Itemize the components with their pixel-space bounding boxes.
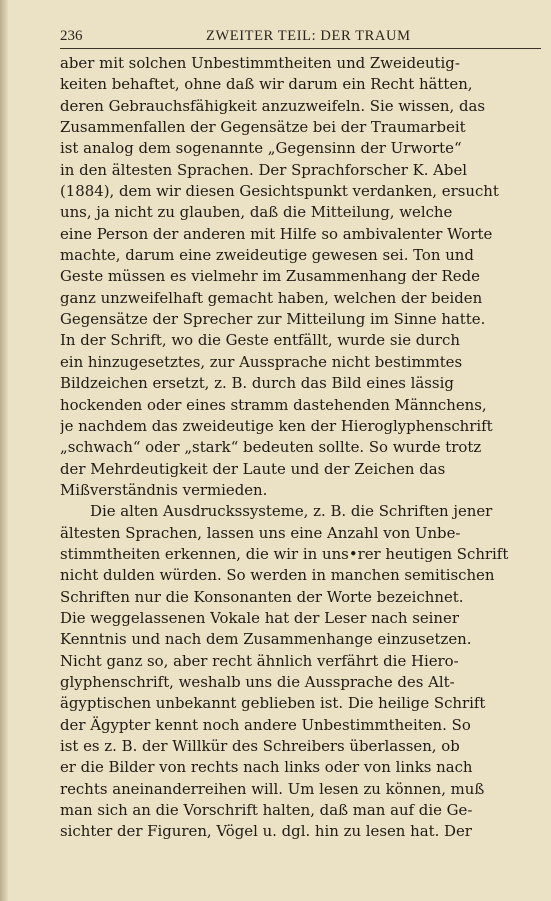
text-line: man sich an die Vorschrift halten, daß man auf die Ge- (60, 801, 473, 820)
text-line: Bildzeichen ersetzt, z. B. durch das Bild eines lässig (60, 374, 454, 393)
page-spine-shadow (0, 0, 8, 901)
text-line: ganz unzweifelhaft gemacht haben, welchen der beiden (60, 288, 483, 307)
text-line: Die alten Ausdruckssysteme, z. B. die Schriften jener (90, 502, 493, 521)
text-line: ältesten Sprachen, lassen uns eine Anzahl von Unbe- (60, 523, 461, 542)
text-line: Zusammenfallen der Gegensätze bei der Traumarbeit (60, 118, 466, 137)
text-line: ist es z. B. der Willkür des Schreibers überlassen, ob (60, 737, 460, 755)
text-line: „schwach“ oder „stark“ bedeuten sollte. So wurde trotz (60, 438, 482, 457)
text-line: der Mehrdeutigkeit der Laute und der Zeichen das (60, 459, 446, 478)
text-line: Geste müssen es vielmehr im Zusammenhang der Rede (60, 267, 480, 286)
text-line: rechts aneinanderreihen will. Um lesen zu können, muß (60, 779, 485, 798)
body-text (60, 53, 541, 843)
text-line: Kenntnis und nach dem Zusammenhange einzusetzen. (60, 630, 472, 649)
text-line: eine Person der anderen mit Hilfe so ambivalenter Worte (60, 224, 493, 243)
text-line: der Ägypter kennt noch andere Unbestimmtheiten. So (60, 715, 471, 734)
page-header (60, 28, 541, 48)
text-line: nicht dulden würden. So werden in manchen semitischen (60, 566, 495, 585)
text-line: hockenden oder eines stramm dastehenden Männchens, (60, 395, 487, 414)
text-line: Schriften nur die Konsonanten der Worte bezeichnet. (60, 587, 464, 606)
text-line: Die weggelassenen Vokale hat der Leser nach seiner (60, 608, 459, 627)
text-line: stimmtheiten erkennen, die wir in uns•rer heutigen Schrift (60, 544, 509, 563)
header-rule (60, 48, 541, 49)
text-line: in den ältesten Sprachen. Der Sprachforscher K. Abel (60, 160, 468, 179)
text-line: Gegensätze der Sprecher zur Mitteilung im Sinne hatte. (60, 310, 486, 329)
text-line: Nicht ganz so, aber recht ähnlich verfährt die Hiero- (60, 651, 459, 670)
running-head: ZWEITER TEIL: DER TRAUM (206, 28, 411, 44)
text-line: In der Schrift, wo die Geste entfällt, wurde sie durch (60, 331, 460, 350)
text-line: er die Bilder von rechts nach links oder von links nach (60, 758, 473, 777)
text-line: machte, darum eine zweideutige gewesen sei. Ton und (60, 246, 474, 265)
text-line: ist analog dem sogenannte „Gegensinn der Urworte“ (60, 139, 462, 158)
text-line: deren Gebrauchsfähigkeit anzuzweifeln. Sie wissen, das (60, 96, 486, 115)
text-line: (1884), dem wir diesen Gesichtspunkt verdanken, ersucht (60, 182, 499, 201)
text-line: ein hinzugesetztes, zur Aussprache nicht bestimmtes (60, 352, 463, 371)
text-line: glyphenschrift, weshalb uns die Aussprache des Alt- (60, 672, 455, 691)
page-number: 236 (60, 28, 83, 44)
text-line: keiten behaftet, ohne daß wir darum ein Recht hätten, (60, 75, 473, 94)
text-line: aber mit solchen Unbestimmtheiten und Zweideutig- (60, 54, 460, 72)
text-line: uns, ja nicht zu glauben, daß die Mitteilung, welche (60, 203, 453, 222)
text-line: sichter der Figuren, Vögel u. dgl. hin zu lesen hat. Der (60, 822, 472, 841)
text-line: ägyptischen unbekannt geblieben ist. Die heilige Schrift (60, 694, 486, 713)
text-line: Mißverständnis vermieden. (60, 480, 268, 499)
text-line: je nachdem das zweideutige ken der Hieroglyphenschrift (60, 416, 493, 435)
